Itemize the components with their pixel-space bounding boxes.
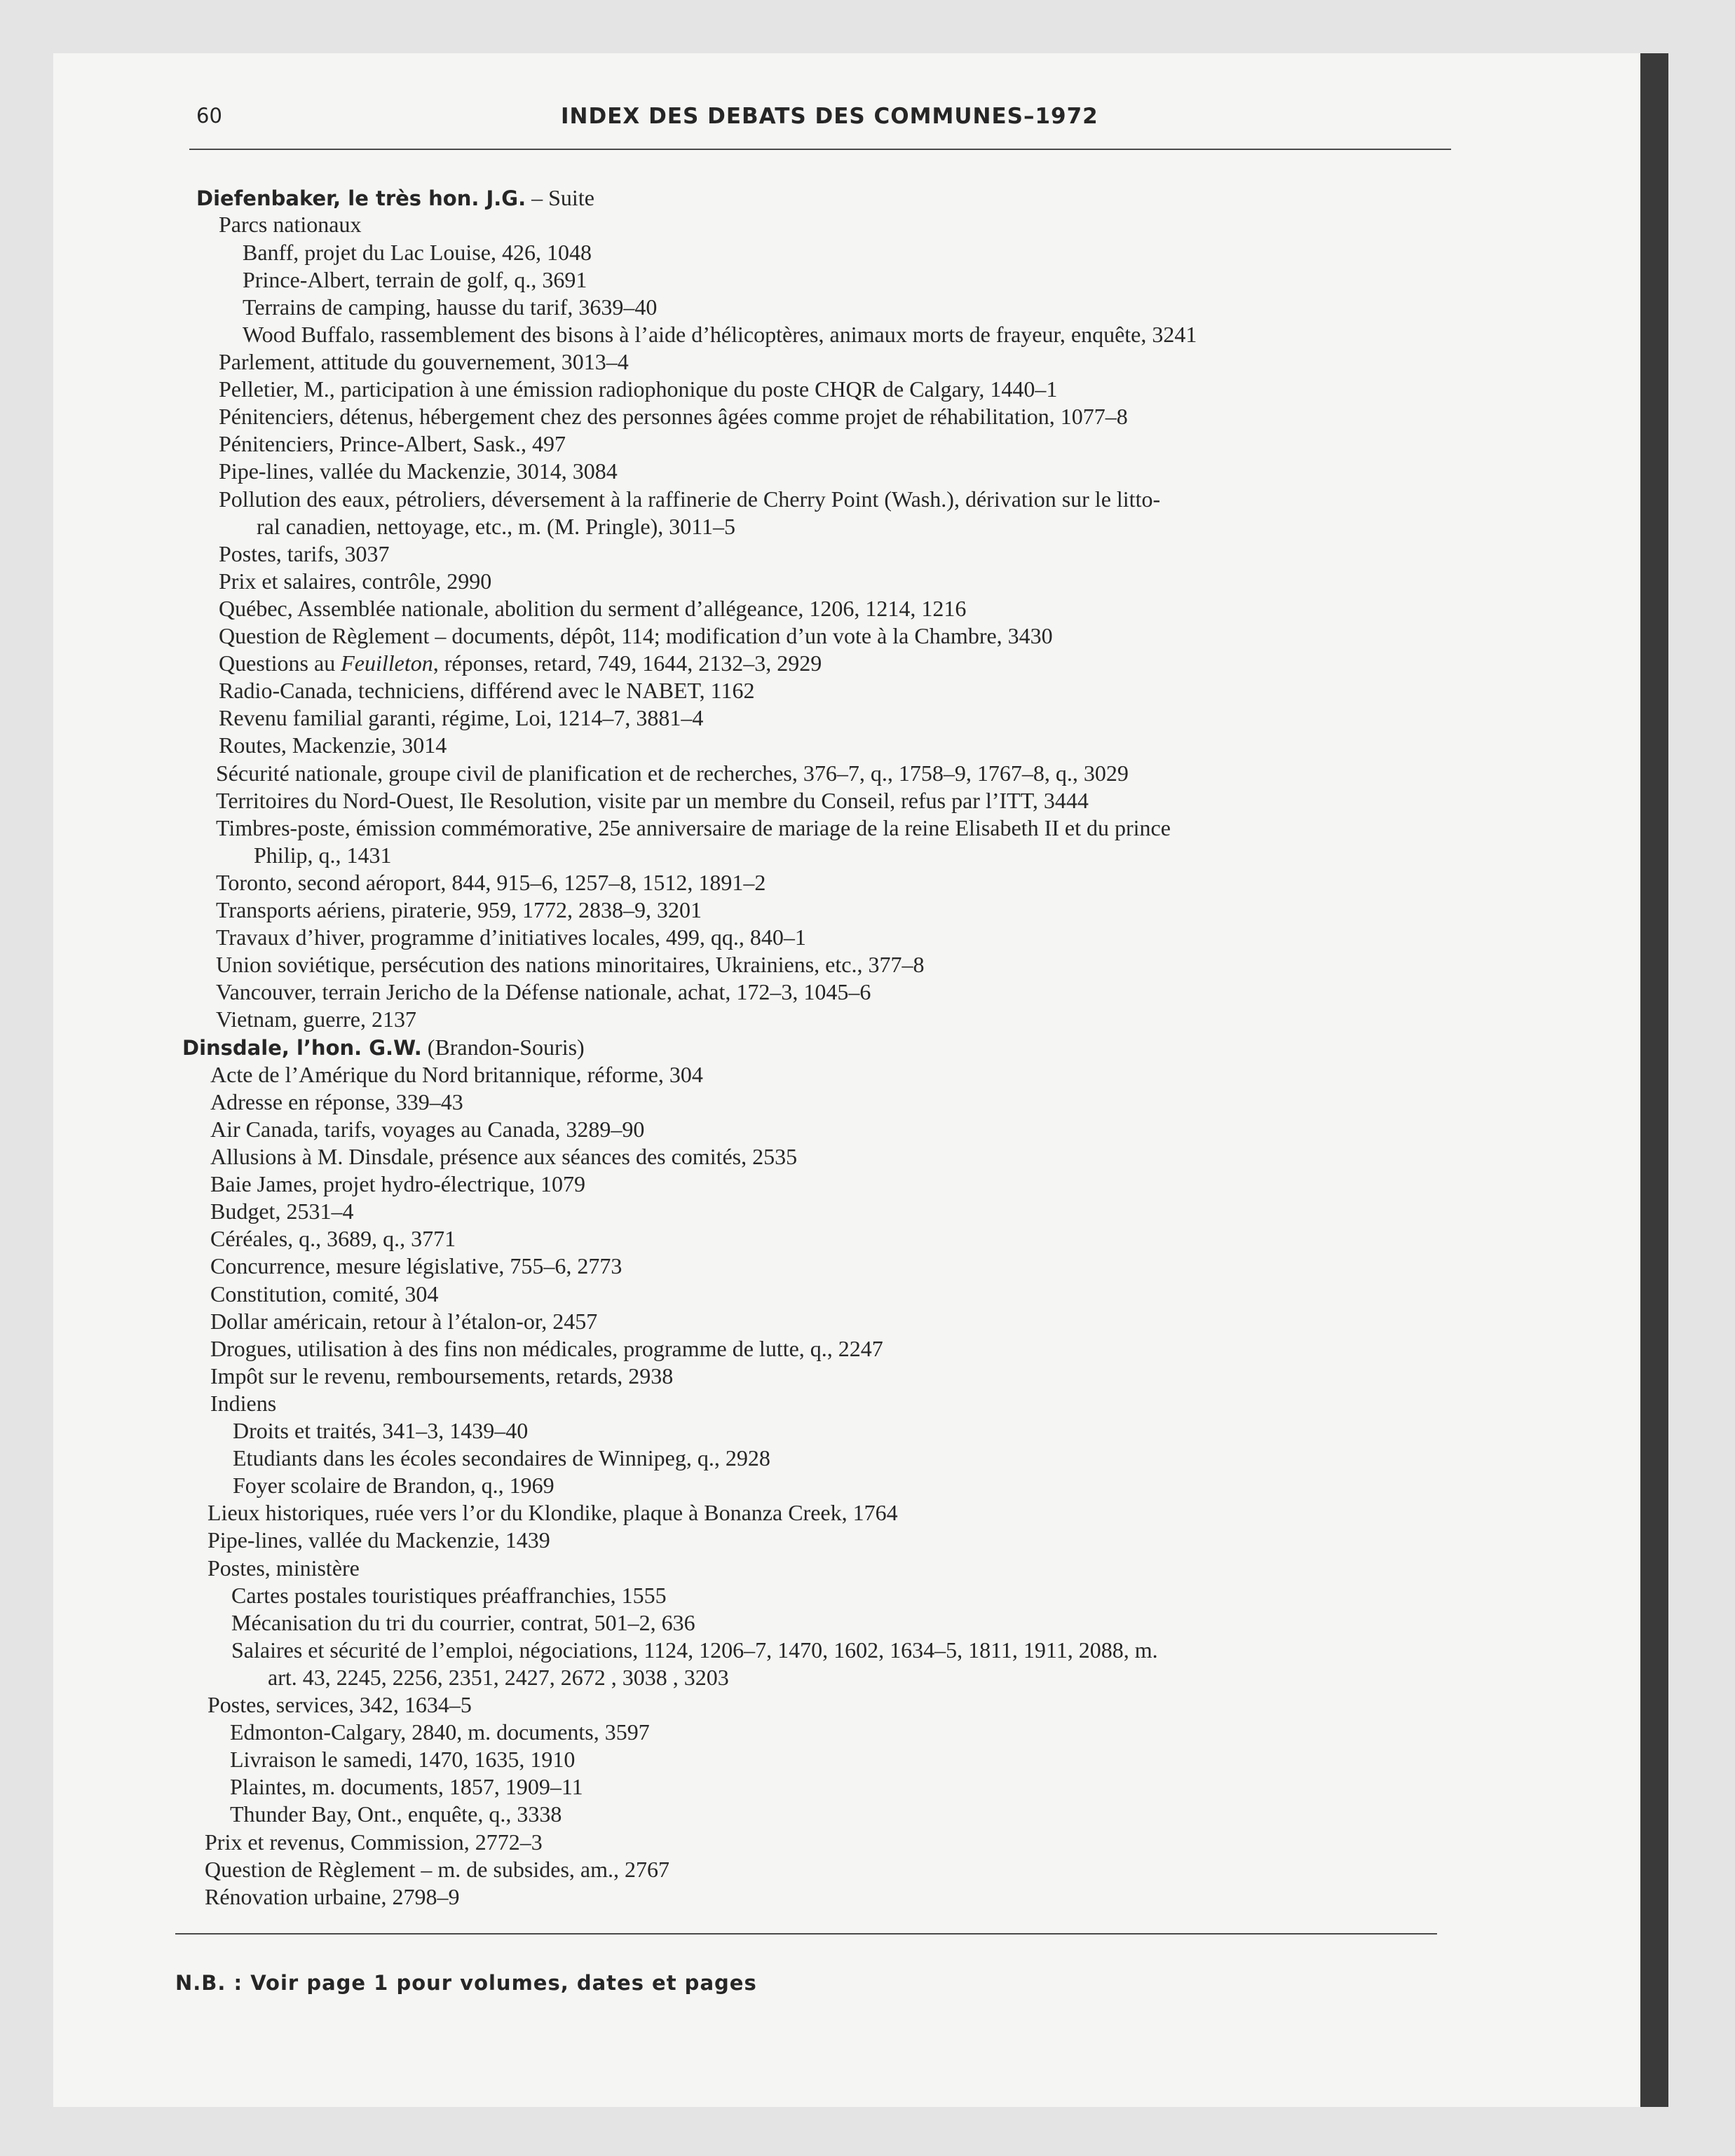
index-line: Prix et salaires, contrôle, 2990 — [219, 568, 492, 594]
index-line: Adresse en réponse, 339–43 — [210, 1089, 463, 1114]
index-line: Travaux d’hiver, programme d’initiatives locales, 499, qq., 840–1 — [216, 925, 806, 950]
index-line: Foyer scolaire de Brandon, q., 1969 — [233, 1473, 554, 1498]
index-line: Terrains de camping, hausse du tarif, 3639–40 — [243, 294, 658, 320]
index-line: Impôt sur le revenu, remboursements, retards, 2938 — [210, 1363, 674, 1389]
index-line: Vietnam, guerre, 2137 — [216, 1007, 416, 1032]
header-rule — [189, 149, 1451, 150]
entry-text: , réponses, retard, 749, 1644, 2132–3, 2929 — [433, 650, 822, 676]
index-line: Edmonton-Calgary, 2840, m. documents, 3597 — [230, 1719, 650, 1745]
index-line: Question de Règlement – documents, dépôt, 114; modification d’un vote à la Chambre, 3430 — [219, 623, 1053, 648]
index-line: Lieux historiques, ruée vers l’or du Klondike, plaque à Bonanza Creek, 1764 — [207, 1500, 898, 1525]
index-line: Pénitenciers, Prince-Albert, Sask., 497 — [219, 431, 566, 456]
entry-name: Diefenbaker, le très hon. J.G. — [196, 186, 526, 210]
index-line: Cartes postales touristiques préaffranchies, 1555 — [231, 1583, 667, 1608]
page-edge-shadow — [1640, 53, 1668, 2107]
entry-suffix: (Brandon-Souris) — [421, 1035, 585, 1060]
index-line: Prince-Albert, terrain de golf, q., 3691 — [243, 267, 587, 292]
index-line: Postes, ministère — [207, 1555, 360, 1581]
index-line — [219, 652, 822, 674]
entry-italic-text: Feuilleton — [341, 650, 433, 676]
index-line: Toronto, second aéroport, 844, 915–6, 1257–8, 1512, 1891–2 — [216, 870, 766, 895]
index-line: Air Canada, tarifs, voyages au Canada, 3289–90 — [210, 1117, 645, 1142]
entry-heading — [182, 1036, 585, 1058]
index-line: Pénitenciers, détenus, hébergement chez des personnes âgées comme projet de réhabilitation, 1077–8 — [219, 404, 1128, 429]
index-line: Postes, services, 342, 1634–5 — [207, 1692, 472, 1717]
index-line: Transports aériens, piraterie, 959, 1772, 2838–9, 3201 — [216, 897, 702, 922]
index-line: Rénovation urbaine, 2798–9 — [205, 1884, 460, 1909]
index-line: Parcs nationaux — [219, 212, 362, 237]
index-line: Prix et revenus, Commission, 2772–3 — [205, 1829, 543, 1855]
index-line: Vancouver, terrain Jericho de la Défense nationale, achat, 172–3, 1045–6 — [216, 979, 871, 1004]
index-line: Acte de l’Amérique du Nord britannique, réforme, 304 — [210, 1062, 703, 1087]
index-line: Mécanisation du tri du courrier, contrat, 501–2, 636 — [231, 1610, 695, 1635]
index-line: Philip, q., 1431 — [254, 842, 392, 868]
entry-heading — [196, 186, 594, 209]
footer-rule — [175, 1933, 1437, 1935]
index-line: Union soviétique, persécution des nations minoritaires, Ukrainiens, etc., 377–8 — [216, 952, 925, 977]
index-line: Dollar américain, retour à l’étalon-or, 2457 — [210, 1309, 598, 1334]
index-line: art. 43, 2245, 2256, 2351, 2427, 2672 , 3038 , 3203 — [268, 1665, 729, 1690]
index-line: Revenu familial garanti, régime, Loi, 1214–7, 3881–4 — [219, 705, 704, 730]
index-line: Territoires du Nord-Ouest, Ile Resolution, visite par un membre du Conseil, refus par l’ITT, 3444 — [216, 788, 1089, 813]
index-line: Drogues, utilisation à des fins non médicales, programme de lutte, q., 2247 — [210, 1336, 883, 1361]
footer-note: N.B. : Voir page 1 pour volumes, dates et pages — [175, 1971, 757, 1995]
index-line: Radio-Canada, techniciens, différend avec le NABET, 1162 — [219, 678, 755, 703]
index-line: Etudiants dans les écoles secondaires de Winnipeg, q., 2928 — [233, 1445, 770, 1471]
page-header — [196, 104, 1451, 146]
index-line: Plaintes, m. documents, 1857, 1909–11 — [230, 1774, 583, 1799]
index-line: Québec, Assemblée nationale, abolition du serment d’allégeance, 1206, 1214, 1216 — [219, 596, 967, 621]
index-line: Parlement, attitude du gouvernement, 3013–4 — [219, 349, 629, 374]
index-line: Pelletier, M., participation à une émission radiophonique du poste CHQR de Calgary, 1440–1 — [219, 376, 1058, 402]
index-line: Budget, 2531–4 — [210, 1199, 354, 1224]
entry-name: Dinsdale, l’hon. G.W. — [182, 1036, 422, 1060]
index-line: Allusions à M. Dinsdale, présence aux séances des comités, 2535 — [210, 1144, 798, 1169]
index-line: Céréales, q., 3689, q., 3771 — [210, 1226, 456, 1251]
index-line: Indiens — [210, 1391, 277, 1416]
index-line: Banff, projet du Lac Louise, 426, 1048 — [243, 240, 592, 265]
index-line: Concurrence, mesure législative, 755–6, 2773 — [210, 1253, 622, 1278]
index-line: Routes, Mackenzie, 3014 — [219, 732, 447, 758]
index-line: Timbres-poste, émission commémorative, 25e anniversaire de mariage de la reine Elisabeth II et du prince — [216, 815, 1171, 840]
index-line: Wood Buffalo, rassemblement des bisons à l’aide d’hélicoptères, animaux morts de frayeur, enquête, 3241 — [243, 322, 1197, 347]
index-line: Droits et traités, 341–3, 1439–40 — [233, 1418, 529, 1443]
index-line: Constitution, comité, 304 — [210, 1281, 439, 1306]
index-line: Sécurité nationale, groupe civil de planification et de recherches, 376–7, q., 1758–9, 1767–8, q., 3029 — [216, 760, 1129, 786]
index-line: ral canadien, nettoyage, etc., m. (M. Pringle), 3011–5 — [257, 514, 736, 539]
entry-suffix: – Suite — [526, 185, 594, 210]
index-line: Livraison le samedi, 1470, 1635, 1910 — [230, 1747, 576, 1772]
index-line: Postes, tarifs, 3037 — [219, 541, 390, 566]
index-line: Pipe-lines, vallée du Mackenzie, 3014, 3084 — [219, 458, 618, 484]
header-title: INDEX DES DEBATS DES COMMUNES–1972 — [561, 104, 1098, 129]
index-line: Pollution des eaux, pétroliers, déversement à la raffinerie de Cherry Point (Wash.), dérivation sur le litto- — [219, 486, 1161, 512]
page-number: 60 — [196, 104, 222, 128]
index-line: Salaires et sécurité de l’emploi, négociations, 1124, 1206–7, 1470, 1602, 1634–5, 1811, 1911, 2088, m. — [231, 1637, 1158, 1663]
index-line: Question de Règlement – m. de subsides, am., 2767 — [205, 1857, 670, 1882]
index-line: Thunder Bay, Ont., enquête, q., 3338 — [230, 1801, 562, 1827]
index-line: Pipe-lines, vallée du Mackenzie, 1439 — [207, 1527, 550, 1553]
entry-text: Questions au — [219, 650, 341, 676]
index-line: Baie James, projet hydro-électrique, 1079 — [210, 1171, 585, 1196]
